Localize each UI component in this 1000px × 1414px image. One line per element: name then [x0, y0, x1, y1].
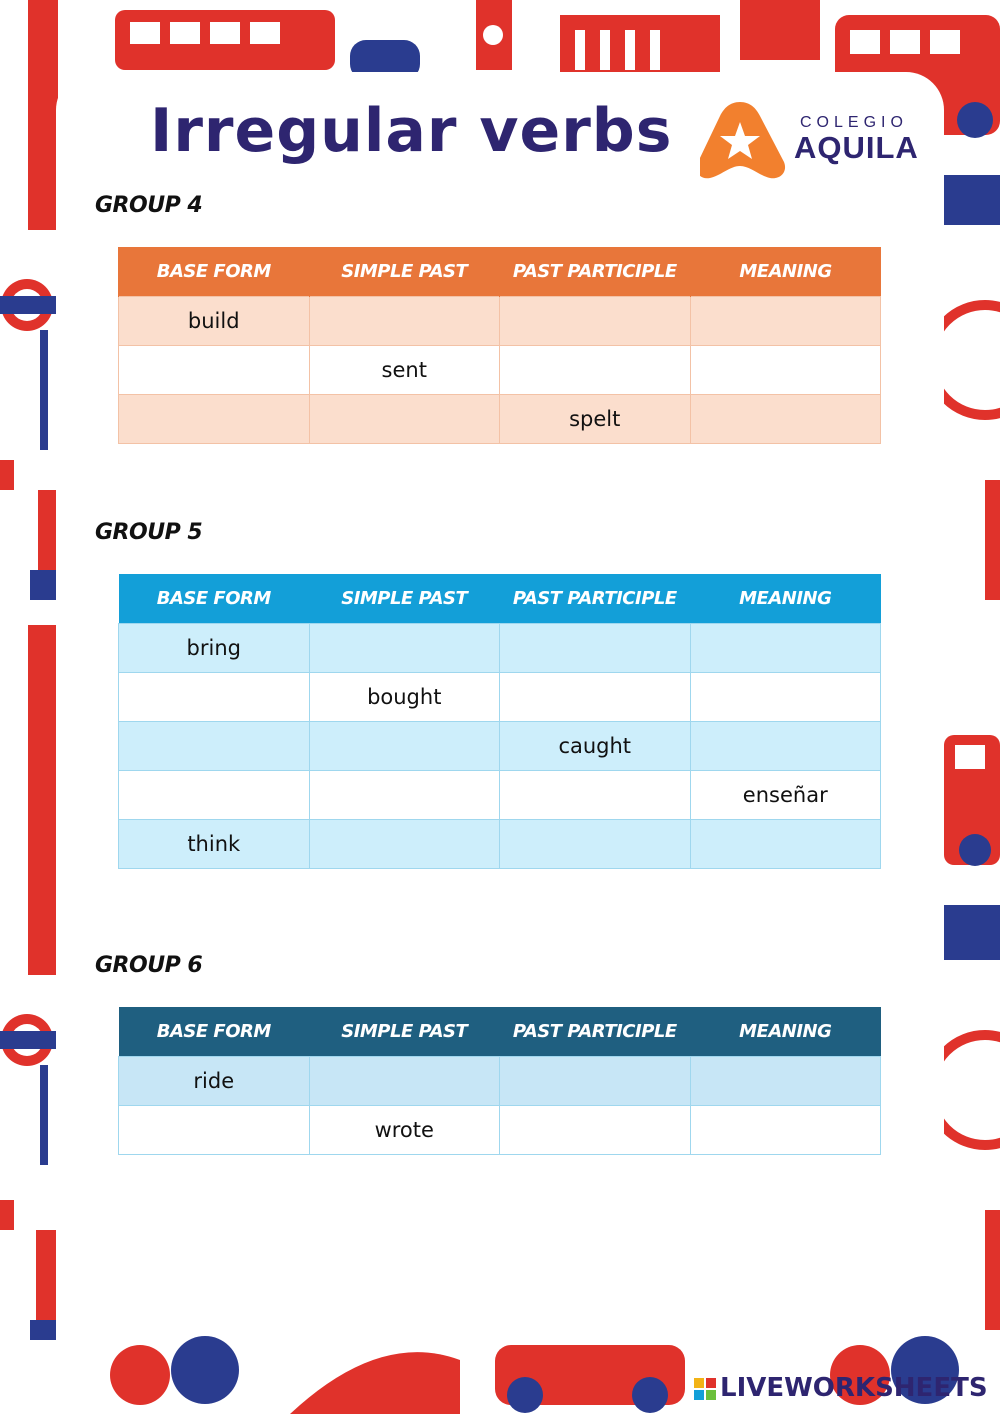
cell: enseñar [690, 771, 881, 820]
answer-cell[interactable] [309, 1057, 500, 1106]
header-simple-past: SIMPLE PAST [309, 574, 500, 624]
answer-cell[interactable] [119, 673, 310, 722]
answer-cell[interactable] [500, 297, 691, 346]
answer-cell[interactable] [309, 395, 500, 444]
group-5-label: GROUP 5 [95, 520, 203, 545]
liveworksheets-watermark: LIVEWORKSHEETS [720, 1373, 988, 1403]
answer-cell[interactable] [309, 820, 500, 869]
cell: ride [119, 1057, 310, 1106]
group-6-table [118, 1007, 881, 1155]
answer-cell[interactable] [690, 1106, 881, 1155]
group-6-label: GROUP 6 [95, 953, 203, 978]
answer-cell[interactable] [690, 1057, 881, 1106]
group-5-table [118, 574, 881, 869]
header-base-form: BASE FORM [119, 574, 310, 624]
logo-text-colegio: COLEGIO [800, 114, 908, 131]
header-past-participle: PAST PARTICIPLE [500, 574, 691, 624]
answer-cell[interactable] [500, 771, 691, 820]
answer-cell[interactable] [690, 395, 881, 444]
table-row [119, 673, 881, 722]
answer-cell[interactable] [500, 820, 691, 869]
header-simple-past: SIMPLE PAST [309, 247, 500, 297]
group-4-label: GROUP 4 [95, 193, 203, 218]
answer-cell[interactable] [690, 624, 881, 673]
answer-cell[interactable] [500, 1106, 691, 1155]
header-past-participle: PAST PARTICIPLE [500, 1007, 691, 1057]
answer-cell[interactable] [119, 346, 310, 395]
table-header-row [119, 574, 881, 624]
answer-cell[interactable] [119, 722, 310, 771]
table-row [119, 346, 881, 395]
cell: spelt [500, 395, 691, 444]
cell: caught [500, 722, 691, 771]
liveworksheets-logo-icon [694, 1378, 716, 1400]
answer-cell[interactable] [500, 624, 691, 673]
answer-cell[interactable] [119, 1106, 310, 1155]
cell: bought [309, 673, 500, 722]
answer-cell[interactable] [690, 820, 881, 869]
header-base-form: BASE FORM [119, 1007, 310, 1057]
table-row [119, 1106, 881, 1155]
answer-cell[interactable] [119, 771, 310, 820]
answer-cell[interactable] [500, 673, 691, 722]
cell: wrote [309, 1106, 500, 1155]
answer-cell[interactable] [690, 346, 881, 395]
cell: sent [309, 346, 500, 395]
logo-text-aquila: AQUILA [794, 130, 919, 165]
answer-cell[interactable] [500, 346, 691, 395]
answer-cell[interactable] [690, 673, 881, 722]
cell: build [119, 297, 310, 346]
header-meaning: MEANING [690, 574, 881, 624]
table-header-row [119, 247, 881, 297]
page-title: Irregular verbs [150, 96, 673, 166]
table-row [119, 771, 881, 820]
header-meaning: MEANING [690, 247, 881, 297]
table-row [119, 395, 881, 444]
table-row [119, 1057, 881, 1106]
table-row [119, 820, 881, 869]
header-simple-past: SIMPLE PAST [309, 1007, 500, 1057]
group-4-table [118, 247, 881, 444]
answer-cell[interactable] [690, 722, 881, 771]
header-past-participle: PAST PARTICIPLE [500, 247, 691, 297]
table-header-row [119, 1007, 881, 1057]
answer-cell[interactable] [309, 624, 500, 673]
answer-cell[interactable] [309, 771, 500, 820]
answer-cell[interactable] [119, 395, 310, 444]
answer-cell[interactable] [690, 297, 881, 346]
table-row [119, 297, 881, 346]
cell: bring [119, 624, 310, 673]
table-row [119, 624, 881, 673]
answer-cell[interactable] [500, 1057, 691, 1106]
table-row [119, 722, 881, 771]
header-base-form: BASE FORM [119, 247, 310, 297]
cell: think [119, 820, 310, 869]
header-meaning: MEANING [690, 1007, 881, 1057]
answer-cell[interactable] [309, 722, 500, 771]
answer-cell[interactable] [309, 297, 500, 346]
